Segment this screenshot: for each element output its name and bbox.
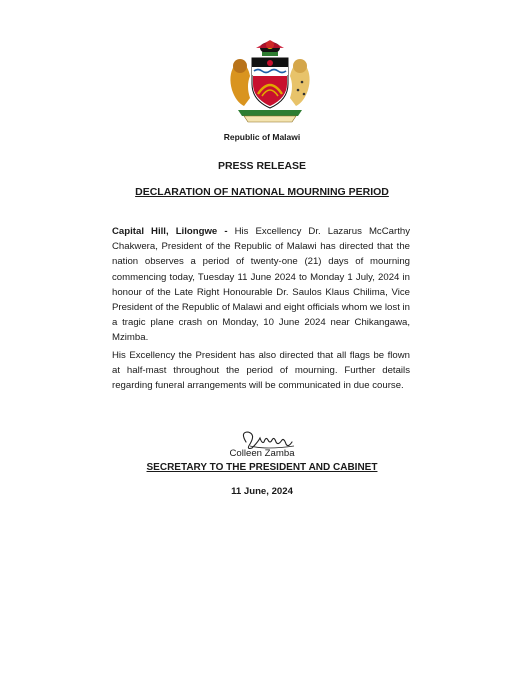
press-release-heading: PRESS RELEASE <box>217 160 307 172</box>
body-paragraph-2: His Excellency the President has also directed that all flags be flown at half-mast throughout the period of mourning. Further details regarding funeral arrangements will be communicated in due course. <box>112 350 410 392</box>
dateline: Capital Hill, Lilongwe - <box>112 226 228 237</box>
release-date: 11 June, 2024 <box>231 486 293 497</box>
declaration-heading: DECLARATION OF NATIONAL MOURNING PERIOD <box>135 186 389 198</box>
signer-title: SECRETARY TO THE PRESIDENT AND CABINET <box>146 462 378 473</box>
signer-name: Colleen Zamba <box>229 448 295 459</box>
coat-of-arms-emblem <box>220 36 320 124</box>
body-paragraph-1 <box>112 224 410 346</box>
country-line: Republic of Malawi <box>223 132 301 142</box>
paragraph-1-text: His Excellency Dr. Lazarus McCarthy Chakwera, President of the Republic of Malawi has directed that the nation observes a period of twenty-one (21) days of mourning commencing today, Tuesday 11 June 2024 to Monday 1 July, 2024 in honour of the Late Right Honourable Dr. Saulos Klaus Chilima, Vice President of the Republic of Malawi and eight officials whom we lost in a tragic plane crash on Monday, 10 June 2024 near Chikangawa, Mzimba. <box>112 226 410 344</box>
